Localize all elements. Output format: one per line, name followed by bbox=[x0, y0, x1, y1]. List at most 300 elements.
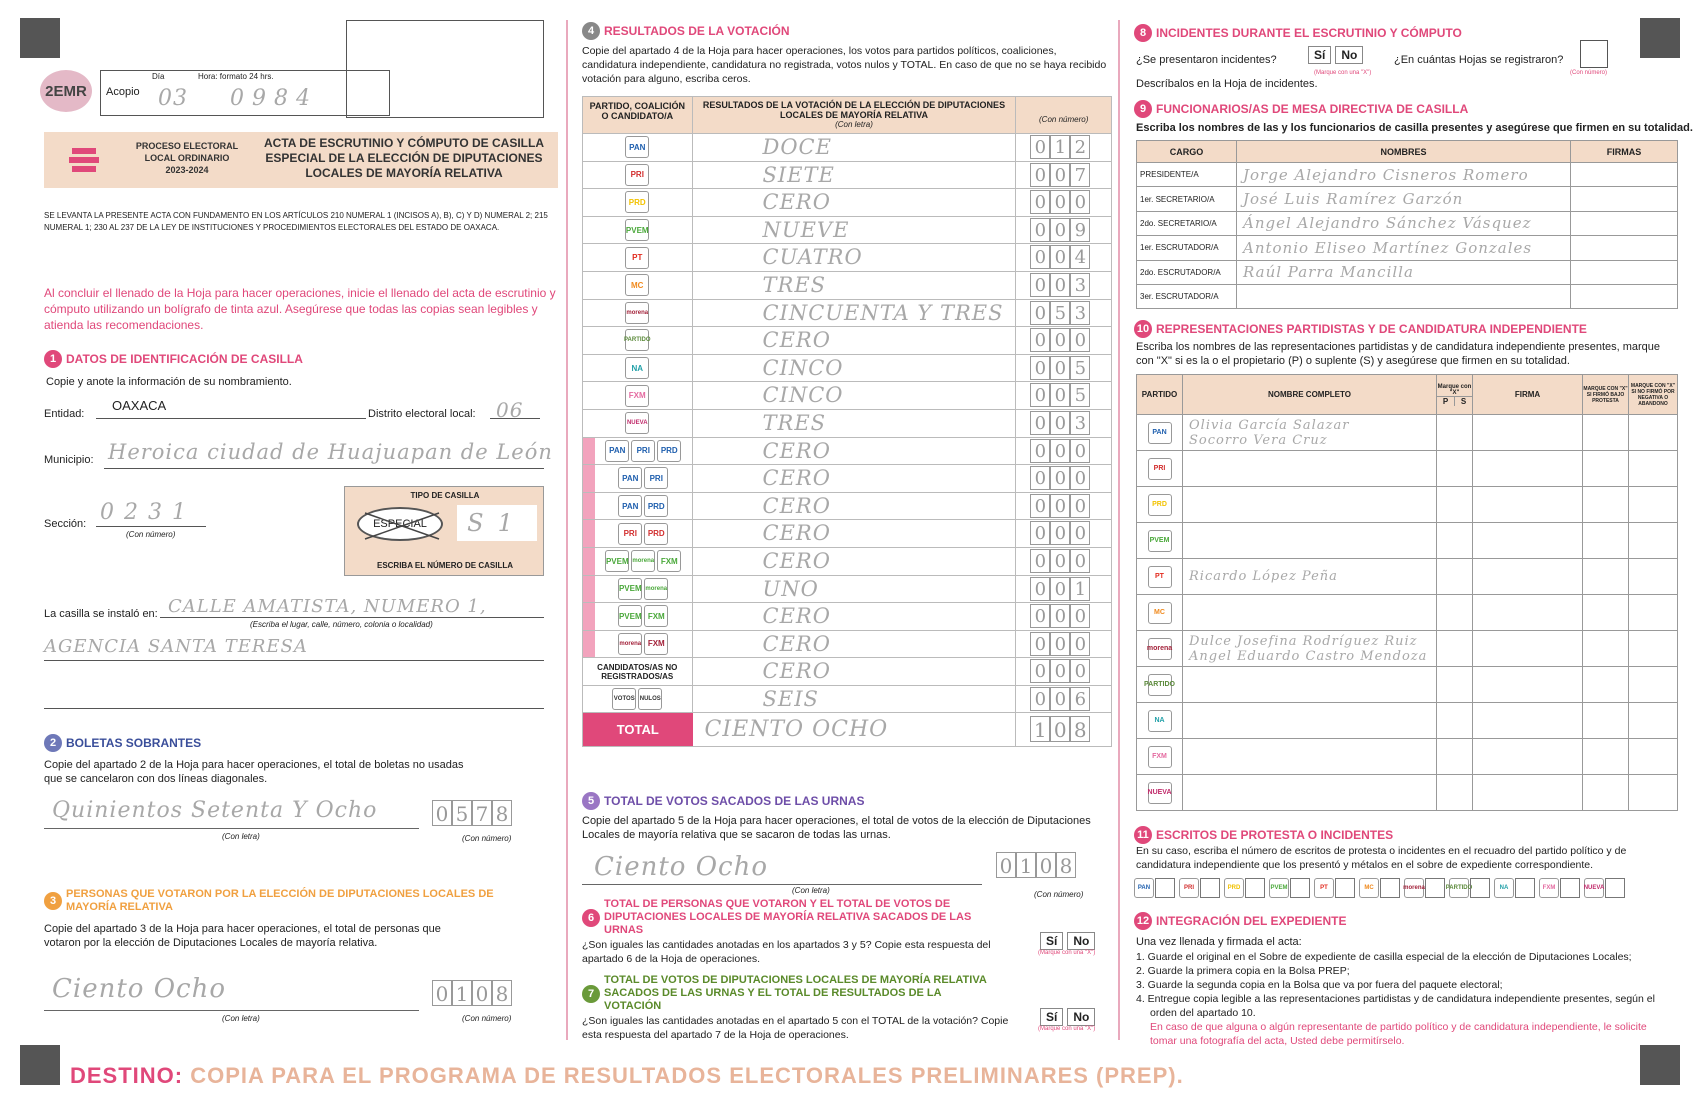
result-letra[interactable]: CERO bbox=[693, 327, 1017, 354]
section-4-title: 4 RESULTADOS DE LA VOTACIÓN bbox=[582, 22, 790, 40]
section-7-title: 7 TOTAL DE VOTOS DE DIPUTACIONES LOCALES DE MAYORÍA RELATIVA SACADOS DE LAS URNAS Y EL TOTAL DE RESULTADOS DE LA VOTACIÓN bbox=[582, 974, 994, 1013]
mc-logo-icon: MC bbox=[625, 274, 649, 296]
result-row bbox=[582, 410, 1112, 438]
result-party bbox=[583, 272, 693, 299]
result-numero[interactable]: 0 0 0 bbox=[1016, 603, 1111, 630]
funcionario-row bbox=[1137, 187, 1678, 211]
protesta-count-box[interactable] bbox=[1515, 878, 1535, 898]
funcionario-firma[interactable] bbox=[1571, 187, 1678, 211]
pvem-logo-icon: PVEM bbox=[1269, 878, 1289, 898]
result-row bbox=[582, 520, 1112, 548]
representante-nombre[interactable] bbox=[1183, 703, 1437, 739]
result-row bbox=[582, 382, 1112, 410]
pan-logo-icon: PAN bbox=[625, 136, 649, 158]
x-mark-icon bbox=[359, 509, 445, 543]
footer-destino-label: DESTINO: bbox=[70, 1063, 184, 1088]
representante-protesta[interactable] bbox=[1583, 703, 1629, 739]
instalo-line-1[interactable]: CALLE AMATISTA, NUMERO 1, bbox=[168, 596, 487, 617]
result-numero[interactable]: 0 0 0 bbox=[1016, 658, 1111, 685]
section-12-list bbox=[1136, 950, 1676, 1048]
protesta-morena bbox=[1404, 878, 1445, 898]
section-11-title: 11 ESCRITOS DE PROTESTA O INCIDENTES bbox=[1134, 826, 1393, 844]
representante-nombre[interactable] bbox=[1183, 775, 1437, 811]
result-row bbox=[582, 217, 1112, 245]
result-numero[interactable]: 0 0 0 bbox=[1016, 465, 1111, 492]
result-letra[interactable]: CERO bbox=[693, 465, 1017, 492]
legal-text: SE LEVANTA LA PRESENTE ACTA CON FUNDAMENTO EN LOS ARTÍCULOS 210 NUMERAL 1 (INCISOS A), B), C) Y D) NUMERAL 2; 215 NUMERAL 1; 230 AL 237 DE LA LEY DE INSTITUCIONES Y PROCEDIMIENTOS ELECTORALES DEL ESTADO DE OAXACA. bbox=[44, 211, 548, 232]
representante-partido bbox=[1137, 487, 1183, 523]
col-letra: RESULTADOS DE LA VOTACIÓN DE LA ELECCIÓN DE DIPUTACIONES LOCALES DE MAYORÍA RELATIVA (Con letra) bbox=[693, 97, 1017, 133]
representante-row bbox=[1137, 451, 1678, 487]
representante-row bbox=[1137, 631, 1678, 667]
representante-protesta[interactable] bbox=[1583, 595, 1629, 631]
representantes-table bbox=[1136, 374, 1678, 811]
seccion-hint: (Con número) bbox=[126, 530, 176, 539]
result-letra[interactable]: UNO bbox=[693, 576, 1017, 603]
representante-partido bbox=[1137, 595, 1183, 631]
total-letra[interactable]: CIENTO OCHO bbox=[693, 713, 1017, 746]
result-numero[interactable]: 0 0 0 bbox=[1016, 438, 1111, 465]
protesta-count-box[interactable] bbox=[1155, 878, 1175, 898]
entidad-value[interactable]: OAXACA bbox=[112, 398, 167, 413]
representante-ps[interactable] bbox=[1437, 775, 1473, 811]
corner-mark-tl bbox=[20, 18, 60, 58]
result-numero[interactable]: 0 1 2 bbox=[1016, 134, 1111, 161]
representante-negativa[interactable] bbox=[1629, 523, 1678, 559]
section-5-number: 5 bbox=[582, 792, 600, 810]
funcionario-firma[interactable] bbox=[1571, 211, 1678, 235]
result-numero[interactable]: 0 0 0 bbox=[1016, 631, 1111, 658]
results-table bbox=[582, 96, 1112, 747]
representante-negativa[interactable] bbox=[1629, 451, 1678, 487]
casilla-number[interactable]: S1 bbox=[457, 505, 537, 541]
representante-ps[interactable] bbox=[1437, 523, 1473, 559]
representante-protesta[interactable] bbox=[1583, 631, 1629, 667]
total-label: TOTAL bbox=[583, 713, 693, 746]
section-11-text: En su caso, escriba el número de escritos de protesta o incidentes en el recuadro del partido político y de candidatura independiente que los presentó y métalos en el sobre de expediente correspondiente. bbox=[1136, 845, 1627, 871]
s8-si-option[interactable]: Sí bbox=[1308, 46, 1331, 64]
representante-protesta[interactable] bbox=[1583, 775, 1629, 811]
protesta-count-box[interactable] bbox=[1245, 878, 1265, 898]
protesta-nueva bbox=[1584, 878, 1625, 898]
column-separator-1 bbox=[566, 20, 568, 1040]
representante-protesta[interactable] bbox=[1583, 523, 1629, 559]
pvem-logo-icon: PVEM bbox=[1148, 530, 1172, 552]
dia-value[interactable]: 03 bbox=[158, 86, 188, 111]
protesta-pvem bbox=[1269, 878, 1310, 898]
pan-logo-icon: PAN bbox=[1148, 422, 1172, 444]
protesta-count-box[interactable] bbox=[1380, 878, 1400, 898]
funcionario-firma[interactable] bbox=[1571, 163, 1678, 187]
result-numero[interactable]: 0 0 3 bbox=[1016, 272, 1111, 299]
votos-logo-icon: VOTOS bbox=[612, 688, 636, 710]
representante-row bbox=[1137, 703, 1678, 739]
result-row bbox=[582, 300, 1112, 328]
s8-hojas-box[interactable] bbox=[1580, 40, 1608, 68]
representante-firma[interactable] bbox=[1473, 595, 1583, 631]
prd-logo-icon: PRD bbox=[1148, 494, 1172, 516]
protesta-pri bbox=[1179, 878, 1220, 898]
morena-logo-icon: morena bbox=[618, 633, 642, 655]
section-8-title: 8 INCIDENTES DURANTE EL ESCRUTINIO Y CÓMPUTO bbox=[1134, 24, 1462, 42]
result-letra[interactable]: CINCO bbox=[693, 382, 1017, 409]
result-letra[interactable]: CUATRO bbox=[693, 244, 1017, 271]
pvem-logo-icon: PVEM bbox=[618, 578, 642, 600]
votaron-letra[interactable]: Ciento Ocho bbox=[52, 974, 226, 1004]
result-numero[interactable]: 0 0 0 bbox=[1016, 189, 1111, 216]
funcionario-firma[interactable] bbox=[1571, 236, 1678, 260]
representante-nombre[interactable] bbox=[1183, 487, 1437, 523]
funcionario-nombre[interactable]: Ángel Alejandro Sánchez Vásquez bbox=[1237, 211, 1571, 235]
s8-no-option[interactable]: No bbox=[1335, 46, 1363, 64]
result-numero[interactable]: 0 0 9 bbox=[1016, 217, 1111, 244]
hora-label: Hora: formato 24 hrs. bbox=[198, 72, 274, 81]
representante-ps[interactable] bbox=[1437, 739, 1473, 775]
s7-no-option[interactable]: No bbox=[1067, 1008, 1095, 1026]
protesta-count-box[interactable] bbox=[1290, 878, 1310, 898]
acta-title: ACTA DE ESCRUTINIO Y CÓMPUTO DE CASILLA ESPECIAL DE LA ELECCIÓN DE DIPUTACIONES LOCALES DE MAYORÍA RELATIVA bbox=[263, 136, 545, 180]
representante-negativa[interactable] bbox=[1629, 703, 1678, 739]
acopio-label: Acopio bbox=[106, 86, 140, 98]
representante-nombre[interactable] bbox=[1183, 451, 1437, 487]
funcionario-cargo: 2do. SECRETARIO/A bbox=[1137, 211, 1237, 235]
col-rep-firma: FIRMA bbox=[1473, 375, 1583, 415]
result-letra[interactable]: CERO bbox=[693, 603, 1017, 630]
result-party bbox=[583, 493, 693, 520]
result-party bbox=[583, 520, 693, 547]
boletas-numero[interactable]: 0 5 7 8 bbox=[432, 800, 512, 826]
col-nombres: NOMBRES bbox=[1237, 141, 1571, 163]
result-party bbox=[583, 548, 693, 575]
urnas-con-numero: (Con número) bbox=[1034, 890, 1084, 899]
result-letra[interactable]: CERO bbox=[693, 189, 1017, 216]
representante-protesta[interactable] bbox=[1583, 451, 1629, 487]
result-letra[interactable]: CERO bbox=[693, 438, 1017, 465]
representante-row bbox=[1137, 775, 1678, 811]
result-party bbox=[583, 382, 693, 409]
representante-partido bbox=[1137, 451, 1183, 487]
result-party bbox=[583, 162, 693, 189]
result-numero[interactable]: 0 0 7 bbox=[1016, 162, 1111, 189]
result-party bbox=[583, 465, 693, 492]
s7-hint: (Marque con una "X") bbox=[1038, 1026, 1096, 1032]
result-numero[interactable]: 0 0 6 bbox=[1016, 686, 1111, 713]
representante-nombre[interactable] bbox=[1183, 523, 1437, 559]
result-letra[interactable]: CINCO bbox=[693, 355, 1017, 382]
representante-firma[interactable] bbox=[1473, 487, 1583, 523]
representante-row bbox=[1137, 595, 1678, 631]
representante-firma[interactable] bbox=[1473, 775, 1583, 811]
representante-ps[interactable] bbox=[1437, 487, 1473, 523]
votaron-con-numero: (Con número) bbox=[462, 1014, 512, 1023]
protesta-pt bbox=[1314, 878, 1355, 898]
section-9-text: Escriba los nombres de las y los funcionarios de casilla presentes y asegúrese que firmen en su totalidad. bbox=[1136, 122, 1693, 134]
urnas-numero[interactable]: 0 1 0 8 bbox=[996, 852, 1076, 878]
result-numero[interactable]: 0 5 3 bbox=[1016, 300, 1111, 327]
fxm-logo-icon: FXM bbox=[625, 385, 649, 407]
protesta-count-box[interactable] bbox=[1200, 878, 1220, 898]
result-letra[interactable]: CERO bbox=[693, 631, 1017, 658]
result-numero[interactable]: 0 0 0 bbox=[1016, 548, 1111, 575]
representante-ps[interactable] bbox=[1437, 595, 1473, 631]
municipio-value[interactable]: Heroica ciudad de Huajuapan de León bbox=[108, 440, 553, 464]
funcionario-nombre[interactable]: Antonio Eliseo Martínez Gonzales bbox=[1237, 236, 1571, 260]
result-row bbox=[582, 548, 1112, 576]
s8-describa: Descríbalos en la Hoja de incidentes. bbox=[1136, 78, 1318, 90]
result-numero[interactable]: 0 0 1 bbox=[1016, 576, 1111, 603]
section-4-number: 4 bbox=[582, 22, 600, 40]
result-row bbox=[582, 272, 1112, 300]
result-party bbox=[583, 217, 693, 244]
boletas-con-letra: (Con letra) bbox=[222, 832, 260, 841]
section-1-subtitle: Copie y anote la información de su nombramiento. bbox=[46, 376, 292, 388]
representante-nombre[interactable]: Olivia García Salazar Socorro Vera Cruz bbox=[1183, 415, 1437, 451]
na-logo-icon: NA bbox=[625, 357, 649, 379]
pri-logo-icon: PRI bbox=[625, 164, 649, 186]
funcionario-cargo: 3er. ESCRUTADOR/A bbox=[1137, 284, 1237, 308]
s7-si-option[interactable]: Sí bbox=[1040, 1008, 1063, 1026]
representante-nombre[interactable] bbox=[1183, 595, 1437, 631]
representante-firma[interactable] bbox=[1473, 703, 1583, 739]
protesta-count-box[interactable] bbox=[1605, 878, 1625, 898]
representante-partido bbox=[1137, 667, 1183, 703]
result-party bbox=[583, 327, 693, 354]
representante-row bbox=[1137, 523, 1678, 559]
result-numero[interactable]: 0 0 0 bbox=[1016, 327, 1111, 354]
result-numero[interactable]: 0 0 0 bbox=[1016, 520, 1111, 547]
representante-nombre[interactable]: Dulce Josefina Rodríguez Ruiz Angel Eduardo Castro Mendoza bbox=[1183, 631, 1437, 667]
result-letra[interactable]: NUEVE bbox=[693, 217, 1017, 244]
representante-row bbox=[1137, 667, 1678, 703]
instalo-label: La casilla se instaló en: bbox=[44, 608, 158, 620]
result-letra[interactable]: CERO bbox=[693, 658, 1017, 685]
pri-logo-icon: PRI bbox=[618, 523, 642, 545]
col-rep-nombre: NOMBRE COMPLETO bbox=[1183, 375, 1437, 415]
result-party bbox=[583, 631, 693, 658]
expediente-step-2: 2. Guarde la primera copia en la Bolsa PREP; bbox=[1136, 965, 1350, 977]
funcionario-row bbox=[1137, 260, 1678, 284]
result-party bbox=[583, 603, 693, 630]
representante-protesta[interactable] bbox=[1583, 667, 1629, 703]
funcionario-nombre[interactable]: Jorge Alejandro Cisneros Romero bbox=[1237, 163, 1571, 187]
pt-logo-icon: PT bbox=[1314, 878, 1334, 898]
funcionario-nombre[interactable]: José Luis Ramírez Garzón bbox=[1237, 187, 1571, 211]
protesta-boxes bbox=[1134, 878, 1625, 898]
result-row bbox=[582, 465, 1112, 493]
pri-logo-icon: PRI bbox=[1179, 878, 1199, 898]
escriba-num-label: ESCRIBA EL NÚMERO DE CASILLA bbox=[376, 561, 513, 570]
result-letra[interactable]: SEIS bbox=[693, 686, 1017, 713]
pvem-logo-icon: PVEM bbox=[618, 605, 642, 627]
funcionario-cargo: 2do. ESCRUTADOR/A bbox=[1137, 260, 1237, 284]
result-party bbox=[583, 686, 693, 713]
title-banner bbox=[44, 132, 558, 188]
prd-logo-icon: PRD bbox=[657, 440, 681, 462]
section-1-title: 1 DATOS DE IDENTIFICACIÓN DE CASILLA bbox=[44, 350, 303, 368]
morena-logo-icon: morena bbox=[1148, 638, 1172, 660]
representante-partido bbox=[1137, 703, 1183, 739]
funcionario-cargo: 1er. ESCRUTADOR/A bbox=[1137, 236, 1237, 260]
nueva-logo-icon: NUEVA bbox=[625, 412, 649, 434]
footer-copia: COPIA PARA EL PROGRAMA DE RESULTADOS ELECTORALES PRELIMINARES (PREP). bbox=[190, 1063, 1184, 1088]
protesta-na bbox=[1494, 878, 1535, 898]
representante-nombre[interactable]: Ricardo López Peña bbox=[1183, 559, 1437, 595]
result-letra[interactable]: CERO bbox=[693, 520, 1017, 547]
tipo-casilla-box bbox=[344, 486, 544, 576]
hora-value[interactable]: 0984 bbox=[230, 86, 318, 111]
pan-logo-icon: PAN bbox=[1134, 878, 1154, 898]
pvem-logo-icon: PVEM bbox=[605, 550, 629, 572]
distrito-value[interactable]: 06 bbox=[496, 398, 524, 422]
section-7-text: ¿Son iguales las cantidades anotadas en el apartado 5 con el TOTAL de la votación? Copie esta respuesta del apartado 7 de la Hoja de operaciones. bbox=[582, 1015, 1009, 1041]
protesta-count-box[interactable] bbox=[1425, 878, 1445, 898]
result-letra[interactable]: SIETE bbox=[693, 162, 1017, 189]
result-row bbox=[582, 244, 1112, 272]
representante-firma[interactable] bbox=[1473, 559, 1583, 595]
result-row bbox=[582, 631, 1112, 659]
protesta-count-box[interactable] bbox=[1470, 878, 1490, 898]
nulos-logo-icon: NULOS bbox=[638, 688, 662, 710]
representante-protesta[interactable] bbox=[1583, 739, 1629, 775]
representante-firma[interactable] bbox=[1473, 631, 1583, 667]
section-12-number: 12 bbox=[1134, 912, 1152, 930]
prd-logo-icon: PRD bbox=[625, 191, 649, 213]
col-partido: PARTIDO, COALICIÓN O CANDIDATO/A bbox=[583, 97, 693, 133]
s8-hint2: (Con número) bbox=[1570, 70, 1608, 76]
representante-row bbox=[1137, 487, 1678, 523]
result-letra[interactable]: CINCUENTA Y TRES bbox=[693, 300, 1017, 327]
mc-logo-icon: MC bbox=[1148, 602, 1172, 624]
form-code-badge bbox=[40, 70, 92, 112]
prd-logo-icon: PRD bbox=[644, 495, 668, 517]
result-letra[interactable]: CERO bbox=[693, 493, 1017, 520]
result-row bbox=[582, 162, 1112, 190]
representante-firma[interactable] bbox=[1473, 667, 1583, 703]
funcionario-nombre[interactable] bbox=[1237, 284, 1571, 308]
protesta-mc bbox=[1359, 878, 1400, 898]
representante-ps[interactable] bbox=[1437, 415, 1473, 451]
result-letra[interactable]: TRES bbox=[693, 410, 1017, 437]
col-rep-protesta: MARQUE CON "X" SI FIRMÓ BAJO PROTESTA bbox=[1583, 375, 1629, 415]
partido-logo-icon: PARTIDO bbox=[1148, 674, 1172, 696]
result-letra[interactable]: CERO bbox=[693, 548, 1017, 575]
boletas-letra[interactable]: Quinientos Setenta Y Ocho bbox=[52, 798, 378, 823]
representante-nombre[interactable] bbox=[1183, 667, 1437, 703]
result-numero[interactable]: 0 0 3 bbox=[1016, 410, 1111, 437]
funcionario-nombre[interactable]: Raúl Parra Mancilla bbox=[1237, 260, 1571, 284]
representante-partido bbox=[1137, 523, 1183, 559]
result-numero[interactable]: 0 0 0 bbox=[1016, 493, 1111, 520]
nueva-logo-icon: NUEVA bbox=[1584, 878, 1604, 898]
section-9-title: 9 FUNCIONARIOS/AS DE MESA DIRECTIVA DE CASILLA bbox=[1134, 100, 1468, 118]
representante-ps[interactable] bbox=[1437, 667, 1473, 703]
seccion-value[interactable]: 0231 bbox=[100, 500, 196, 525]
tipo-especial-marked[interactable]: ESPECIAL bbox=[357, 507, 443, 541]
tipo-casilla-label: TIPO DE CASILLA bbox=[410, 491, 480, 500]
partido-logo-icon: PARTIDO bbox=[1449, 878, 1469, 898]
funcionario-row bbox=[1137, 211, 1678, 235]
result-letra[interactable]: DOCE bbox=[693, 134, 1017, 161]
funcionario-firma[interactable] bbox=[1571, 260, 1678, 284]
result-party bbox=[583, 300, 693, 327]
result-numero[interactable]: 0 0 4 bbox=[1016, 244, 1111, 271]
funcionario-cargo: PRESIDENTE/A bbox=[1137, 163, 1237, 187]
distrito-label: Distrito electoral local: bbox=[368, 408, 476, 420]
representante-firma[interactable] bbox=[1473, 451, 1583, 487]
votaron-numero[interactable]: 0 1 0 8 bbox=[432, 980, 512, 1006]
s6-hint: (Marque con una "X") bbox=[1038, 950, 1096, 956]
result-numero[interactable]: 0 0 5 bbox=[1016, 355, 1111, 382]
representante-nombre[interactable] bbox=[1183, 739, 1437, 775]
protesta-count-box[interactable] bbox=[1335, 878, 1355, 898]
representante-negativa[interactable] bbox=[1629, 415, 1678, 451]
representante-ps[interactable] bbox=[1437, 631, 1473, 667]
funcionario-row bbox=[1137, 236, 1678, 260]
section-12-intro: Una vez llenada y firmada el acta: bbox=[1136, 936, 1302, 948]
representante-firma[interactable] bbox=[1473, 523, 1583, 559]
sticker-box bbox=[346, 20, 544, 118]
result-party bbox=[583, 189, 693, 216]
representante-partido bbox=[1137, 739, 1183, 775]
protesta-count-box[interactable] bbox=[1560, 878, 1580, 898]
result-party bbox=[583, 576, 693, 603]
corner-mark-tr bbox=[1640, 18, 1680, 58]
result-row bbox=[582, 438, 1112, 466]
section-2-title: 2 BOLETAS SOBRANTES bbox=[44, 734, 201, 752]
instructions-text: Al concluir el llenado de la Hoja para hacer operaciones, inicie el llenado del acta de escrutinio y cómputo utilizando un bolígrafo de tinta azul. Asegúrese que todas las copias sean legibles y atienda las recomendaciones. bbox=[44, 286, 556, 332]
representante-ps[interactable] bbox=[1437, 703, 1473, 739]
representante-ps[interactable] bbox=[1437, 451, 1473, 487]
representante-negativa[interactable] bbox=[1629, 775, 1678, 811]
representante-protesta[interactable] bbox=[1583, 415, 1629, 451]
representante-protesta[interactable] bbox=[1583, 559, 1629, 595]
representante-negativa[interactable] bbox=[1629, 559, 1678, 595]
s6-si-option[interactable]: Sí bbox=[1040, 932, 1063, 950]
representante-negativa[interactable] bbox=[1629, 667, 1678, 703]
instalo-line-2[interactable]: AGENCIA SANTA TERESA bbox=[44, 636, 308, 657]
result-numero[interactable]: 0 0 5 bbox=[1016, 382, 1111, 409]
corner-mark-bl bbox=[20, 1045, 60, 1085]
representante-firma[interactable] bbox=[1473, 739, 1583, 775]
morena-logo-icon: morena bbox=[1404, 878, 1424, 898]
protesta-prd bbox=[1224, 878, 1265, 898]
dia-label: Día bbox=[152, 72, 165, 81]
result-row bbox=[582, 134, 1112, 162]
representante-ps[interactable] bbox=[1437, 559, 1473, 595]
funcionario-firma[interactable] bbox=[1571, 284, 1678, 308]
representante-negativa[interactable] bbox=[1629, 631, 1678, 667]
result-letra[interactable]: TRES bbox=[693, 272, 1017, 299]
pvem-logo-icon: PVEM bbox=[625, 219, 649, 241]
representante-negativa[interactable] bbox=[1629, 487, 1678, 523]
total-row bbox=[582, 713, 1112, 747]
column-separator-2 bbox=[1118, 20, 1120, 1040]
representante-negativa[interactable] bbox=[1629, 739, 1678, 775]
total-numero[interactable]: 1 0 8 bbox=[1016, 713, 1111, 746]
result-party bbox=[583, 244, 693, 271]
urnas-letra[interactable]: Ciento Ocho bbox=[594, 852, 768, 882]
section-3-text: Copie del apartado 3 de la Hoja para hacer operaciones, el total de personas que votaron por la elección de Diputaciones Locales de mayoría relativa. bbox=[44, 923, 441, 949]
representante-negativa[interactable] bbox=[1629, 595, 1678, 631]
fxm-logo-icon: FXM bbox=[644, 633, 668, 655]
s6-no-option[interactable]: No bbox=[1067, 932, 1095, 950]
morena-logo-icon: morena bbox=[631, 550, 655, 572]
result-row bbox=[582, 576, 1112, 604]
representante-partido bbox=[1137, 559, 1183, 595]
fxm-logo-icon: FXM bbox=[1539, 878, 1559, 898]
representante-firma[interactable] bbox=[1473, 415, 1583, 451]
representante-protesta[interactable] bbox=[1583, 487, 1629, 523]
